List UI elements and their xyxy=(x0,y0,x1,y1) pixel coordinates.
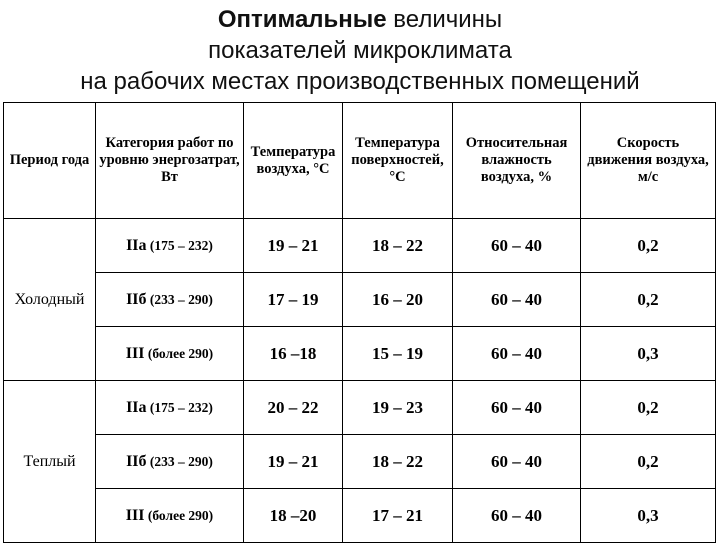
category-class: III xyxy=(125,344,145,362)
category-cell xyxy=(96,327,244,381)
air-temp-cell: 20 – 22 xyxy=(244,381,343,435)
humidity-cell: 60 – 40 xyxy=(453,219,581,273)
title-line-2: показателей микроклимата xyxy=(208,37,512,64)
table-row xyxy=(4,489,716,543)
air-temp-cell: 16 –18 xyxy=(244,327,343,381)
category-class: IIа xyxy=(126,236,147,254)
surface-temp-cell: 15 – 19 xyxy=(343,327,453,381)
header-period: Период года xyxy=(4,103,96,219)
header-surface-temp: Температура поверхностей, °С xyxy=(343,103,453,219)
title-line-3: на рабочих местах производственных помещений xyxy=(80,68,640,95)
category-class: III xyxy=(125,506,145,524)
air-temp-cell: 17 – 19 xyxy=(244,273,343,327)
category-class: IIб xyxy=(126,290,147,308)
slide-title xyxy=(0,4,720,104)
humidity-cell: 60 – 40 xyxy=(453,381,581,435)
surface-temp-cell: 18 – 22 xyxy=(343,219,453,273)
header-humidity: Относительная влажность воздуха, % xyxy=(453,103,581,219)
category-range: (более 290) xyxy=(144,345,214,361)
humidity-cell: 60 – 40 xyxy=(453,327,581,381)
air-speed-cell: 0,2 xyxy=(581,435,716,489)
header-air-temp: Температура воздуха, °С xyxy=(244,103,343,219)
surface-temp-cell: 16 – 20 xyxy=(343,273,453,327)
title-bold-word: Оптимальные xyxy=(217,6,387,33)
table-row xyxy=(4,435,716,489)
air-temp-cell: 19 – 21 xyxy=(244,219,343,273)
air-speed-cell: 0,3 xyxy=(581,327,716,381)
category-cell xyxy=(96,381,244,435)
category-class: IIа xyxy=(126,398,147,416)
category-cell xyxy=(96,219,244,273)
microclimate-table xyxy=(3,102,716,543)
category-cell xyxy=(96,489,244,543)
category-range: (233 – 290) xyxy=(146,453,213,469)
air-speed-cell: 0,2 xyxy=(581,381,716,435)
air-temp-cell: 18 –20 xyxy=(244,489,343,543)
title-line-1 xyxy=(0,4,720,35)
period-cold: Холодный xyxy=(4,219,96,381)
table-row xyxy=(4,381,716,435)
category-range: (175 – 232) xyxy=(146,237,213,253)
period-warm: Теплый xyxy=(4,381,96,543)
air-speed-cell: 0,3 xyxy=(581,489,716,543)
category-range: (более 290) xyxy=(144,507,214,523)
header-category: Категория работ по уровню энергозатрат, Вт xyxy=(96,103,244,219)
table-row xyxy=(4,327,716,381)
category-cell xyxy=(96,435,244,489)
humidity-cell: 60 – 40 xyxy=(453,273,581,327)
air-speed-cell: 0,2 xyxy=(581,273,716,327)
table-row xyxy=(4,273,716,327)
category-cell xyxy=(96,273,244,327)
category-range: (175 – 232) xyxy=(146,399,213,415)
category-class: IIб xyxy=(126,452,147,470)
air-temp-cell: 19 – 21 xyxy=(244,435,343,489)
humidity-cell: 60 – 40 xyxy=(453,435,581,489)
surface-temp-cell: 18 – 22 xyxy=(343,435,453,489)
title-line-1-rest: величины xyxy=(386,6,503,33)
humidity-cell: 60 – 40 xyxy=(453,489,581,543)
table-row xyxy=(4,219,716,273)
category-range: (233 – 290) xyxy=(146,291,213,307)
header-air-speed: Скорость движения воздуха, м/с xyxy=(581,103,716,219)
table-header-row xyxy=(4,103,716,219)
surface-temp-cell: 19 – 23 xyxy=(343,381,453,435)
air-speed-cell: 0,2 xyxy=(581,219,716,273)
surface-temp-cell: 17 – 21 xyxy=(343,489,453,543)
